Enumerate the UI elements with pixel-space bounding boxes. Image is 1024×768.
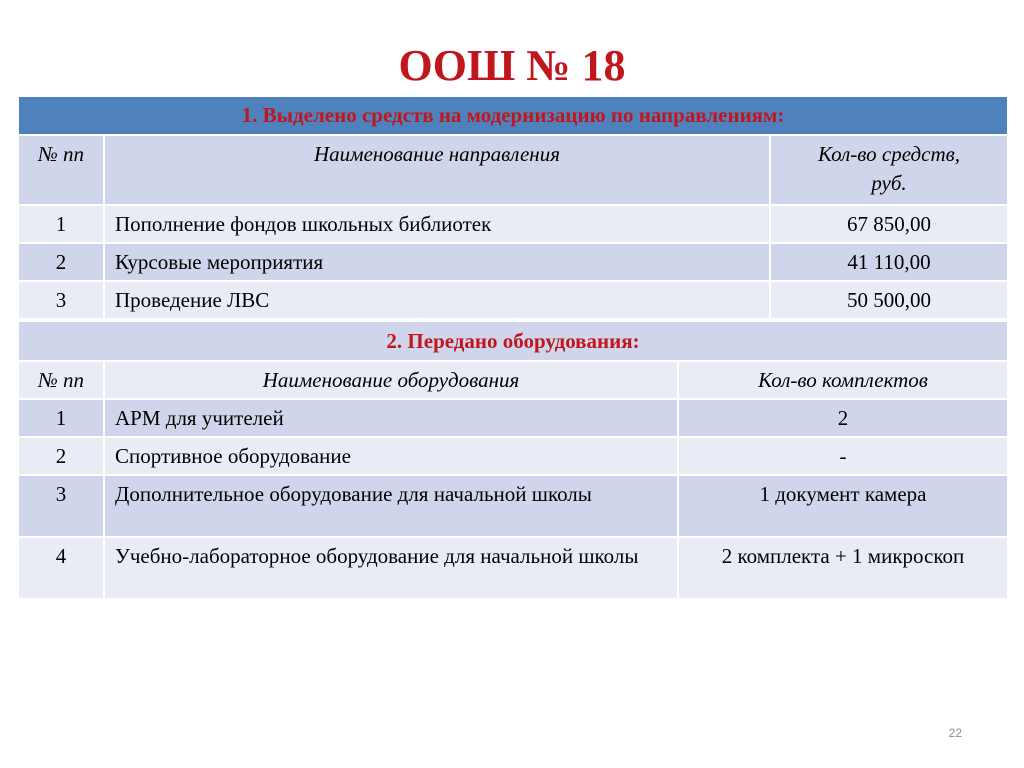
table-row: [18, 475, 1008, 537]
row-direction: Проведение ЛВС: [104, 281, 770, 319]
table-row: [18, 205, 1008, 243]
col-header-number: № пп: [18, 361, 104, 399]
row-amount: 67 850,00: [770, 205, 1008, 243]
row-equipment: Дополнительное оборудование для начальной школы: [104, 475, 678, 537]
row-equipment: Спортивное оборудование: [104, 437, 678, 475]
row-number: 4: [18, 537, 104, 599]
row-direction: Пополнение фондов школьных библиотек: [104, 205, 770, 243]
funds-heading: 1. Выделено средств на модернизацию по направлениям:: [18, 96, 1008, 135]
table-row: [18, 437, 1008, 475]
col-header-direction: Наименование направления: [104, 135, 770, 205]
row-equipment: АРМ для учителей: [104, 399, 678, 437]
equipment-table: [17, 320, 1009, 600]
funds-table: [17, 95, 1009, 320]
col-header-sets: Кол-во комплектов: [678, 361, 1008, 399]
page-number: 22: [948, 726, 962, 740]
row-number: 1: [18, 205, 104, 243]
col-header-amount: [770, 135, 1008, 205]
col-header-equipment: Наименование оборудования: [104, 361, 678, 399]
equipment-heading-row: [18, 321, 1008, 361]
col-header-amount-line2: руб.: [871, 171, 907, 195]
row-amount: 41 110,00: [770, 243, 1008, 281]
tables-container: [17, 95, 1007, 600]
row-number: 1: [18, 399, 104, 437]
col-header-number: № пп: [18, 135, 104, 205]
row-sets: 2: [678, 399, 1008, 437]
col-header-amount-line1: Кол-во средств,: [818, 142, 960, 166]
table-row: [18, 243, 1008, 281]
row-sets: 2 комплекта + 1 микроскоп: [678, 537, 1008, 599]
row-sets: -: [678, 437, 1008, 475]
funds-header-row: [18, 135, 1008, 205]
row-number: 2: [18, 243, 104, 281]
slide-title: ООШ № 18: [398, 41, 626, 90]
equipment-header-row: [18, 361, 1008, 399]
row-direction: Курсовые мероприятия: [104, 243, 770, 281]
equipment-heading: 2. Передано оборудования:: [18, 321, 1008, 361]
table-row: [18, 281, 1008, 319]
table-row: [18, 399, 1008, 437]
row-sets: 1 документ камера: [678, 475, 1008, 537]
row-number: 3: [18, 281, 104, 319]
table-row: [18, 537, 1008, 599]
funds-heading-row: [18, 96, 1008, 135]
row-number: 2: [18, 437, 104, 475]
row-equipment: Учебно-лабораторное оборудование для начальной школы: [104, 537, 678, 599]
row-number: 3: [18, 475, 104, 537]
row-amount: 50 500,00: [770, 281, 1008, 319]
